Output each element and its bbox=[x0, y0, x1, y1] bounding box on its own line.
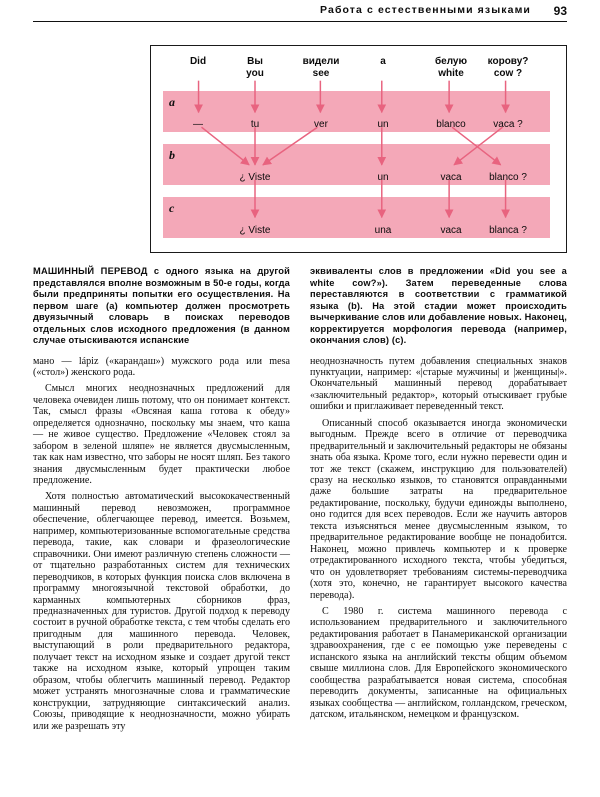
band-label-a: a bbox=[169, 95, 175, 109]
source-word-2 bbox=[246, 56, 264, 79]
left-paragraph-2: мано — lápiz («карандаш») мужского рода или mesa («стол») женского рода. bbox=[33, 355, 290, 378]
running-head bbox=[33, 4, 567, 22]
band-label-c: c bbox=[169, 201, 175, 215]
band-label-b: b bbox=[169, 148, 175, 162]
translation-diagram bbox=[150, 45, 567, 253]
right-paragraph-3: Описанный способ оказывается иногда экономически выгодным. Прежде всего в отличие от переводчика предварительный и заключительный редакторы не обязаны знать оба языка. Кроме того, если нужно перевести один и тот же текст (скажем, инструкцию для пользователей) сразу на несколько языков, то становятся оправданными даже большие затраты на предварительное редактирование, поскольку, будучи единожды выполнено, оно годится для всех переводов. Если же научить авторов текста изъясняться менее двусмысленным языком, то предварительное редактирование вообще не понадобится. Наконец, можно привлечь компьютер и к проверке отредактированного исходного текста, чтобы убедиться, что он удовлетворяет требованиям системы-переводчика (хотя это, конечно, не гарантирует высокого качества перевода). bbox=[310, 417, 567, 601]
diagram-band-a bbox=[163, 91, 550, 132]
row-c-word-3: vaca bbox=[440, 225, 462, 236]
row-c-word-4: blanca ? bbox=[489, 225, 527, 236]
row-c-word-1: ¿ Viste bbox=[239, 225, 271, 236]
row-a-word-2: tu bbox=[250, 119, 260, 130]
right-text-column bbox=[310, 266, 567, 721]
source-word-3 bbox=[303, 56, 340, 79]
source-word-3-ru: видели bbox=[302, 56, 340, 67]
lead-in-text: МАШИННЫЙ ПЕРЕВОД bbox=[33, 266, 148, 276]
row-c-word-2: una bbox=[374, 225, 392, 236]
running-head-title: Работа с естественными языками bbox=[320, 4, 531, 16]
right-paragraph-1: эквиваленты слов в предложении «Did you see a white cow?»). Затем переведенные слова переставляются в соответствии с грамматикой языка (b). На этой стадии может происходить вычеркивание слов или добавление новых. Наконец, корректируется морфология перевода (например, окончания слов) (c). bbox=[310, 266, 567, 345]
source-word-4-en: a bbox=[380, 56, 386, 67]
source-word-6-en: cow ? bbox=[493, 67, 523, 79]
source-word-1 bbox=[190, 56, 206, 68]
source-word-5-ru: белую bbox=[434, 56, 468, 67]
row-b-word-3: vaca bbox=[440, 172, 462, 183]
page-number: 93 bbox=[553, 4, 567, 18]
source-word-4 bbox=[380, 56, 386, 68]
row-a-word-6: vaca ? bbox=[493, 119, 523, 130]
row-b-word-1: ¿ Viste bbox=[239, 172, 271, 183]
right-paragraph-2: неоднозначность путем добавления специальных знаков пунктуации, например: «|старые мужчины| и |женщины|». Окончательный машинный перевод дорабатывает «заключительный редактор», который отыскивает грубые ошибки и приглаживает переведенный текст. bbox=[310, 355, 567, 413]
source-word-2-ru: Вы bbox=[247, 56, 263, 67]
left-paragraph-1 bbox=[33, 266, 290, 347]
source-word-3-en: see bbox=[312, 67, 330, 79]
source-word-5-en: white bbox=[438, 67, 464, 79]
row-a-word-4: un bbox=[377, 119, 389, 130]
source-word-6 bbox=[488, 56, 529, 79]
row-b-word-2: un bbox=[377, 172, 389, 183]
left-paragraph-1-rest: с одного языка на другой представлялся вполне возможным в 50-е годы, когда были предприняты попытки его осуществления. На первом шаге (а) компьютер должен просмотреть двуязычный словарь в поисках переводов отдельных слов исходного предложения (в данном случае отыскиваются испанские bbox=[33, 266, 290, 345]
left-text-column bbox=[33, 266, 290, 732]
header-divider bbox=[33, 21, 567, 22]
row-b-word-4: blanco ? bbox=[489, 172, 527, 183]
right-paragraph-4: С 1980 г. система машинного перевода с использованием предварительного и заключительного редактирования работает в Панамериканской организации здравоохранения, где с ее помощью уже переведены с испанского языка на английский тексты общим объемом свыше миллиона слов. Для Европейского экономического сообщества разрабатывается новая система, способная переводить документы, записанные на официальных языках сообщества — английском, голландском, греческом, датском, итальянском, немецком и французском. bbox=[310, 606, 567, 721]
source-word-1-en: Did bbox=[189, 56, 207, 67]
row-a-word-3: ver bbox=[314, 119, 328, 130]
source-word-5 bbox=[435, 56, 467, 79]
left-paragraph-4: Хотя полностью автоматический высококачественный машинный перевод невозможен, программное обеспечение, облегчающее перевод, имеется. Возьмем, например, компьютеризованные вспомогательные средства перевода, такие, как словари и фразеологические справочники. Они имеют различную степень сложности — от тщательно разработанных систем для технических переводчиков, в которых функция поиска слов включена в программу многоязычной текстовой обработки, до карманных компьютерных сборников фраз, предназначенных для туристов. Другой подход к переводу состоит в ручной обработке текста, с тем чтобы сделать его пригодным для машинного перевода. Человек, выступающий в роли предварительного редактора, получает текст на исходном языке и создает другой текст также на исходном языке, который упрощен таким образом, чтобы облегчить машинный перевод. Редактор может устранять многозначные слова и грамматические конструкции, затрудняющие синтаксический анализ. Союзы, приводящие к неоднозначности, можно убирать или же разрешать эту bbox=[33, 491, 290, 732]
row-a-word-1: — bbox=[193, 119, 203, 130]
source-word-2-en: you bbox=[246, 67, 264, 79]
left-paragraph-3: Смысл многих неоднозначных предложений для человека очевиден лишь потому, что он понимает контекст. Так, смысл фразы «Овсяная каша готова к обеду» определяется однозначно, поскольку мы знаем, что каша — не живое существо. Предложение «Человек стоял за забором в зеленой шляпе» не является двусмысленным, так как нам известно, что заборы не носят шляп. Без такого знания двусмысленным будет практически любое предложение. bbox=[33, 383, 290, 487]
row-a-word-5: blanco bbox=[436, 119, 466, 130]
source-word-6-ru: корову? bbox=[487, 56, 529, 67]
